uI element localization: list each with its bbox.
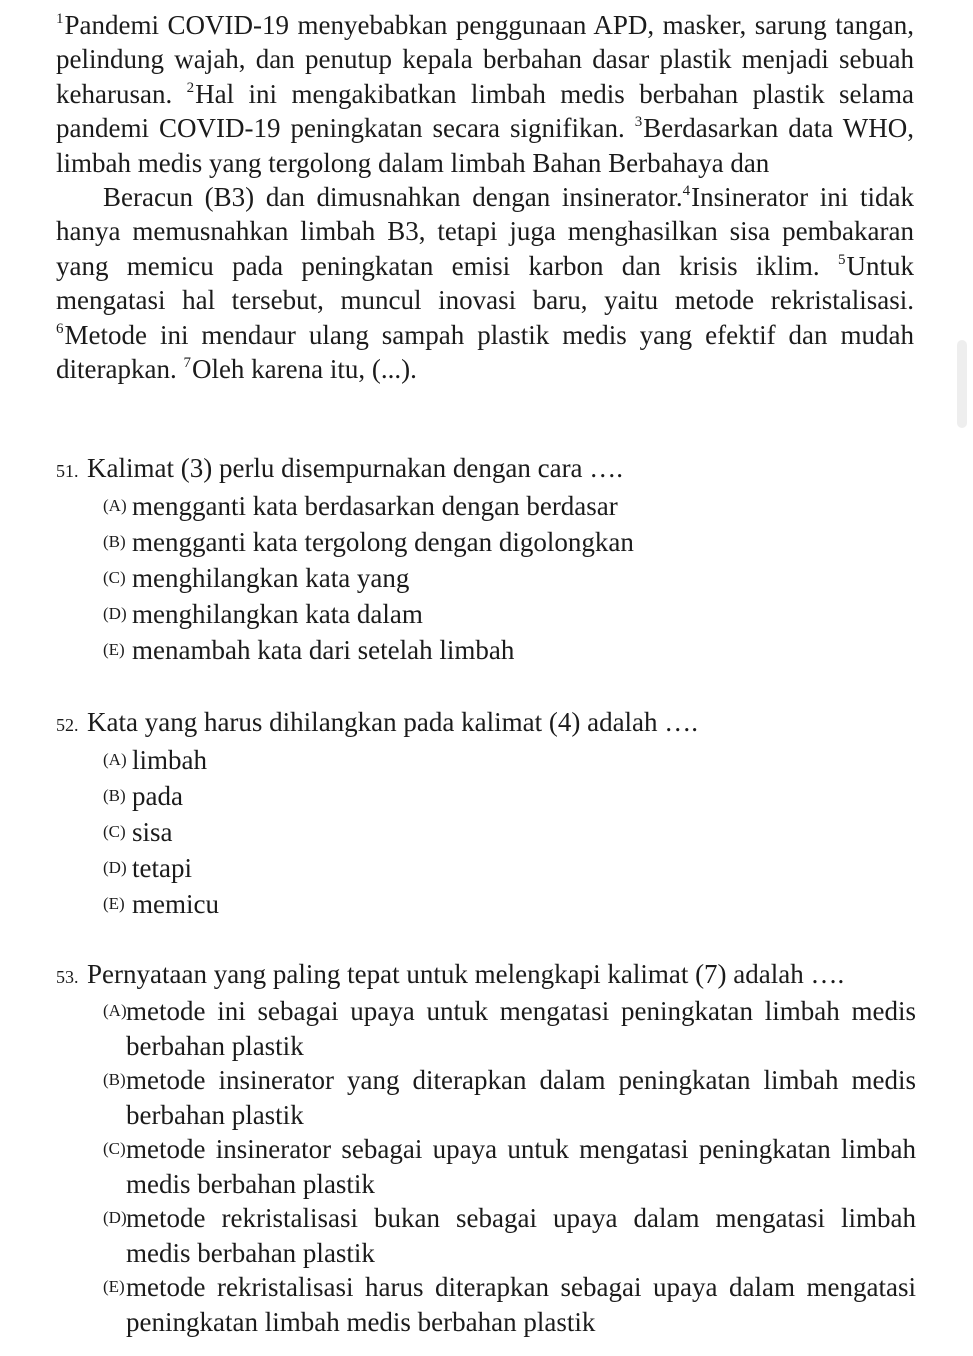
question-stem — [56, 957, 916, 994]
option-text: metode ini sebagai upaya untuk mengatasi peningkatan limbah medis berbahan plastik — [126, 996, 916, 1061]
option-letter: (C) — [103, 568, 126, 587]
option-a[interactable] — [56, 742, 916, 778]
question-text: Kalimat (3) perlu disempurnakan dengan cara …. — [87, 453, 624, 483]
option-b[interactable] — [56, 1063, 916, 1132]
sentence-number: 2 — [186, 79, 195, 96]
sentence-text: Oleh karena itu, (...). — [191, 354, 417, 385]
sentence-text: Hal ini mengakibatkan limbah medis berbahan plastik selama pandemi COVID-19 peningkatan secara signifikan. — [56, 78, 914, 144]
option-text: mengganti kata berdasarkan dengan berdasar — [132, 491, 618, 521]
scrollbar[interactable] — [957, 340, 967, 428]
option-a[interactable] — [56, 994, 916, 1063]
option-letter: (A) — [103, 750, 127, 769]
option-text: sisa — [132, 817, 173, 847]
option-e[interactable] — [56, 1270, 916, 1339]
option-text: limbah — [132, 745, 207, 775]
option-d[interactable] — [56, 1201, 916, 1270]
option-text: menghilangkan kata yang — [132, 563, 410, 593]
option-letter: (C) — [103, 1139, 126, 1158]
option-letter: (D) — [103, 1208, 127, 1227]
question-text: Kata yang harus dihilangkan pada kalimat (4) adalah …. — [87, 707, 699, 737]
question-text: Pernyataan yang paling tepat untuk melengkapi kalimat (7) adalah …. — [87, 959, 845, 989]
sentence-number: 6 — [56, 320, 64, 337]
sentence-text: Metode ini mendaur ulang sampah plastik medis yang efektif dan mudah diterapkan. — [56, 319, 914, 385]
option-letter: (E) — [103, 1277, 125, 1296]
option-letter: (A) — [103, 496, 127, 515]
option-letter: (B) — [103, 786, 126, 805]
option-letter: (D) — [103, 858, 127, 877]
option-e[interactable] — [56, 632, 916, 668]
option-text: memicu — [132, 889, 219, 919]
option-d[interactable] — [56, 850, 916, 886]
option-letter: (E) — [103, 640, 125, 659]
option-text: metode insinerator yang diterapkan dalam peningkatan limbah medis berbahan plastik — [126, 1065, 916, 1130]
option-text: mengganti kata tergolong dengan digolongkan — [132, 527, 634, 557]
question-51 — [56, 451, 916, 668]
question-number: 52. — [56, 715, 79, 735]
option-c[interactable] — [56, 814, 916, 850]
question-number: 53. — [56, 967, 79, 987]
option-text: menambah kata dari setelah limbah — [132, 635, 515, 665]
question-52 — [56, 705, 916, 922]
option-list — [56, 742, 916, 922]
option-list — [56, 994, 916, 1339]
option-text: metode rekristalisasi harus diterapkan sebagai upaya dalam mengatasi peningkatan limbah medis berbahan plastik — [126, 1272, 916, 1337]
option-list — [56, 488, 916, 668]
question-stem — [56, 705, 916, 742]
sentence-number: 4 — [682, 183, 691, 200]
option-letter: (C) — [103, 822, 126, 841]
question-stem — [56, 451, 916, 488]
option-text: pada — [132, 781, 183, 811]
option-c[interactable] — [56, 560, 916, 596]
option-text: tetapi — [132, 853, 192, 883]
option-letter: (E) — [103, 894, 125, 913]
sentence-text: Berdasarkan data WHO, limbah medis yang tergolong dalam limbah Bahan Berbahaya dan — [56, 113, 914, 178]
sentence-text: Beracun (B3) dan dimusnahkan dengan insinerator. — [103, 182, 683, 213]
question-53 — [56, 957, 916, 1339]
question-number: 51. — [56, 461, 79, 481]
option-e[interactable] — [56, 886, 916, 922]
option-text: menghilangkan kata dalam — [132, 599, 423, 629]
option-c[interactable] — [56, 1132, 916, 1201]
sentence-text: Untuk mengatasi hal tersebut, muncul inovasi baru, yaitu metode rekristalisasi. — [56, 250, 914, 316]
option-text: metode insinerator sebagai upaya untuk mengatasi peningkatan limbah medis berbahan plastik — [126, 1134, 916, 1199]
sentence-number: 3 — [634, 114, 643, 131]
sentence-number: 1 — [56, 11, 64, 27]
option-text: metode rekristalisasi bukan sebagai upaya dalam mengatasi limbah medis berbahan plastik — [126, 1203, 916, 1268]
option-b[interactable] — [56, 778, 916, 814]
option-a[interactable] — [56, 488, 916, 524]
passage-indented-line — [56, 180, 914, 386]
option-b[interactable] — [56, 524, 916, 560]
option-letter: (B) — [103, 532, 126, 551]
sentence-text: Insinerator ini tidak hanya memusnahkan limbah B3, tetapi juga menghasilkan sisa pembakaran yang memicu pada peningkatan emisi karbon dan krisis iklim. — [56, 182, 914, 281]
option-letter: (D) — [103, 604, 127, 623]
option-letter: (A) — [103, 1001, 127, 1020]
sentence-number: 7 — [183, 355, 191, 372]
reading-passage — [56, 8, 914, 386]
sentence-number: 5 — [838, 251, 846, 268]
option-letter: (B) — [103, 1070, 126, 1089]
sentence-text: Pandemi COVID-19 menyebabkan penggunaan APD, masker, sarung tangan, pelindung wajah, dan penutup kepala berbahan dasar plastik menjadi sebuah keharusan. — [56, 10, 914, 109]
option-d[interactable] — [56, 596, 916, 632]
